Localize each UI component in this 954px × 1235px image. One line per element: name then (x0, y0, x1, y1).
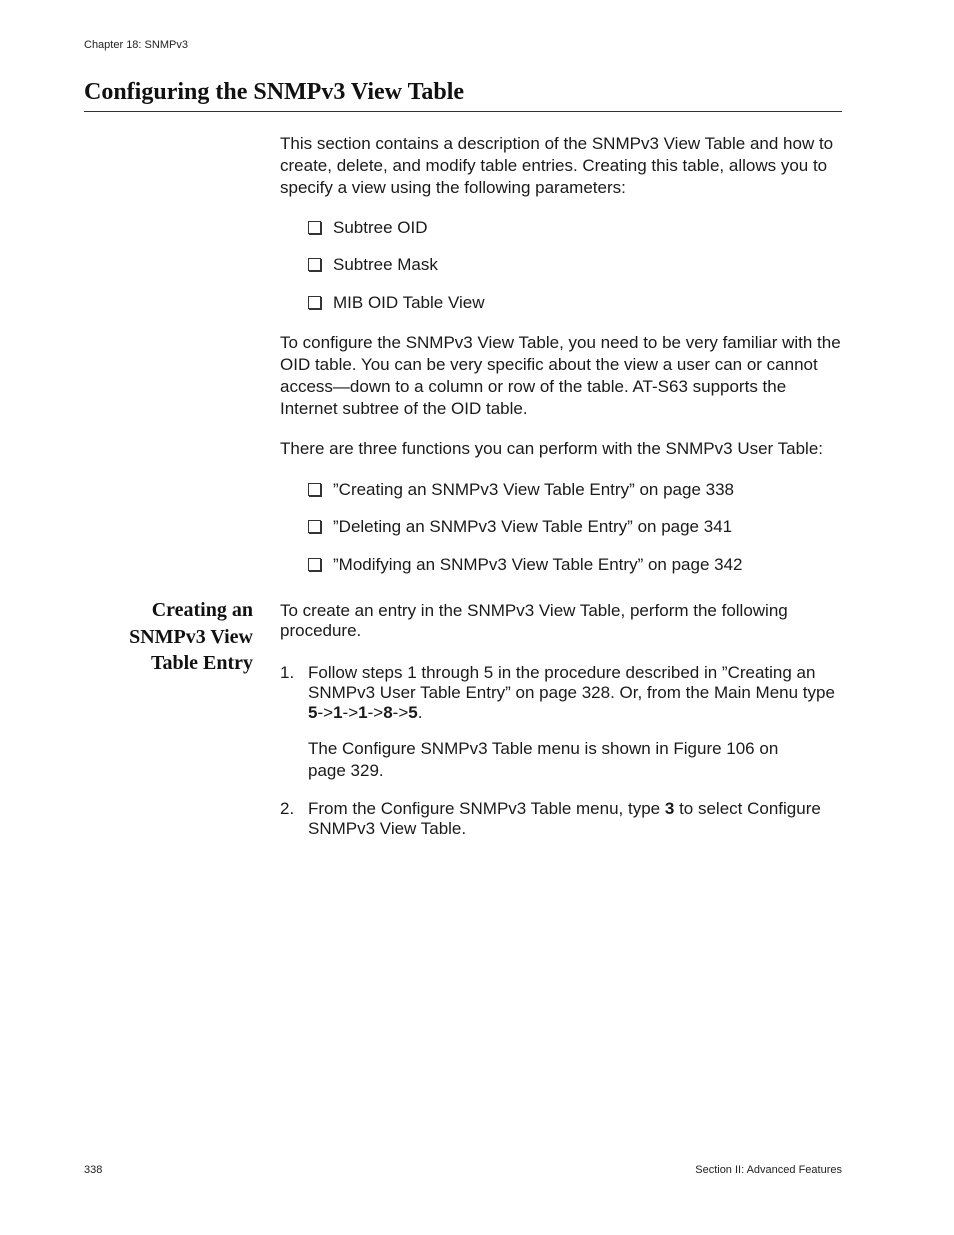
step-2-text-after: to select Configure SNMPv3 View Table. (308, 799, 821, 838)
section-footer: Section II: Advanced Features (695, 1164, 842, 1176)
step-1 (308, 663, 842, 723)
config-text: To configure the SNMPv3 View Table, you need to be very familiar with the OID table. You can be very specific about the view a user can or cannot access—down to a column or row of the table. AT-S63 supports the Internet subtree of the OID table. (280, 333, 841, 418)
checkbox-bullet-icon (308, 483, 321, 496)
list-item (308, 480, 734, 500)
section-intro-text: To create an entry in the SNMPv3 View Table, perform the following procedure. (280, 601, 788, 640)
page-number: 338 (84, 1164, 103, 1176)
step-2-text: From the Configure SNMPv3 Table menu, type (308, 799, 661, 818)
step-2 (308, 799, 842, 839)
step-1-text: Follow steps 1 through 5 in the procedure described in ”Creating an SNMPv3 User Table Entry” on page 328. Or, from the Main Menu type (308, 663, 835, 702)
page-title: Configuring the SNMPv3 View Table (84, 77, 842, 112)
sentence-end: . (417, 703, 423, 722)
list-item (308, 555, 743, 575)
intro-paragraph (280, 133, 842, 199)
list-item (308, 293, 485, 313)
intro-text: This section contains a description of the SNMPv3 View Table and how to create, delete, and modify table entries. Creating this table, allows you to specify a view using the following parameters: (280, 134, 834, 197)
list-item-link[interactable]: ”Modifying an SNMPv3 View Table Entry” on page 342 (333, 555, 743, 574)
step-number: 2. (280, 799, 295, 818)
section-heading-line: Table Entry (150, 652, 253, 674)
chapter-header: Chapter 18: SNMPv3 (84, 39, 188, 51)
step-1-note: The Configure SNMPv3 Table menu is shown in Figure 106 on page 329. (308, 739, 779, 780)
step-number: 1. (280, 663, 295, 682)
menu-key: 5 (408, 703, 418, 722)
menu-key: 3 (664, 799, 675, 818)
key-separator: -> (392, 703, 409, 722)
list-item (308, 218, 428, 238)
config-paragraph (280, 332, 842, 420)
list-item-label: Subtree Mask (333, 255, 438, 274)
key-separator: -> (367, 703, 384, 722)
menu-key: 5 (308, 703, 318, 722)
checkbox-bullet-icon (308, 258, 321, 271)
checkbox-bullet-icon (308, 558, 321, 571)
functions-text: There are three functions you can perform with the SNMPv3 User Table: (280, 439, 823, 458)
functions-paragraph (280, 438, 842, 460)
key-separator: -> (342, 703, 359, 722)
list-item (308, 517, 732, 537)
list-item-label: Subtree OID (333, 218, 428, 237)
menu-key: 8 (383, 703, 393, 722)
list-item-link[interactable]: ”Creating an SNMPv3 View Table Entry” on page 338 (333, 480, 734, 499)
section-intro (280, 601, 842, 641)
list-item (308, 255, 438, 275)
checkbox-bullet-icon (308, 520, 321, 533)
menu-key: 1 (333, 703, 343, 722)
list-item-label: MIB OID Table View (333, 293, 485, 312)
checkbox-bullet-icon (308, 221, 321, 234)
section-heading-line: SNMPv3 View (129, 625, 253, 648)
key-separator: -> (317, 703, 334, 722)
section-heading (100, 597, 253, 677)
list-item-link[interactable]: ”Deleting an SNMPv3 View Table Entry” on page 341 (333, 517, 733, 536)
menu-key: 1 (358, 703, 368, 722)
section-heading-line: Creating an (151, 599, 253, 621)
checkbox-bullet-icon (308, 296, 321, 309)
